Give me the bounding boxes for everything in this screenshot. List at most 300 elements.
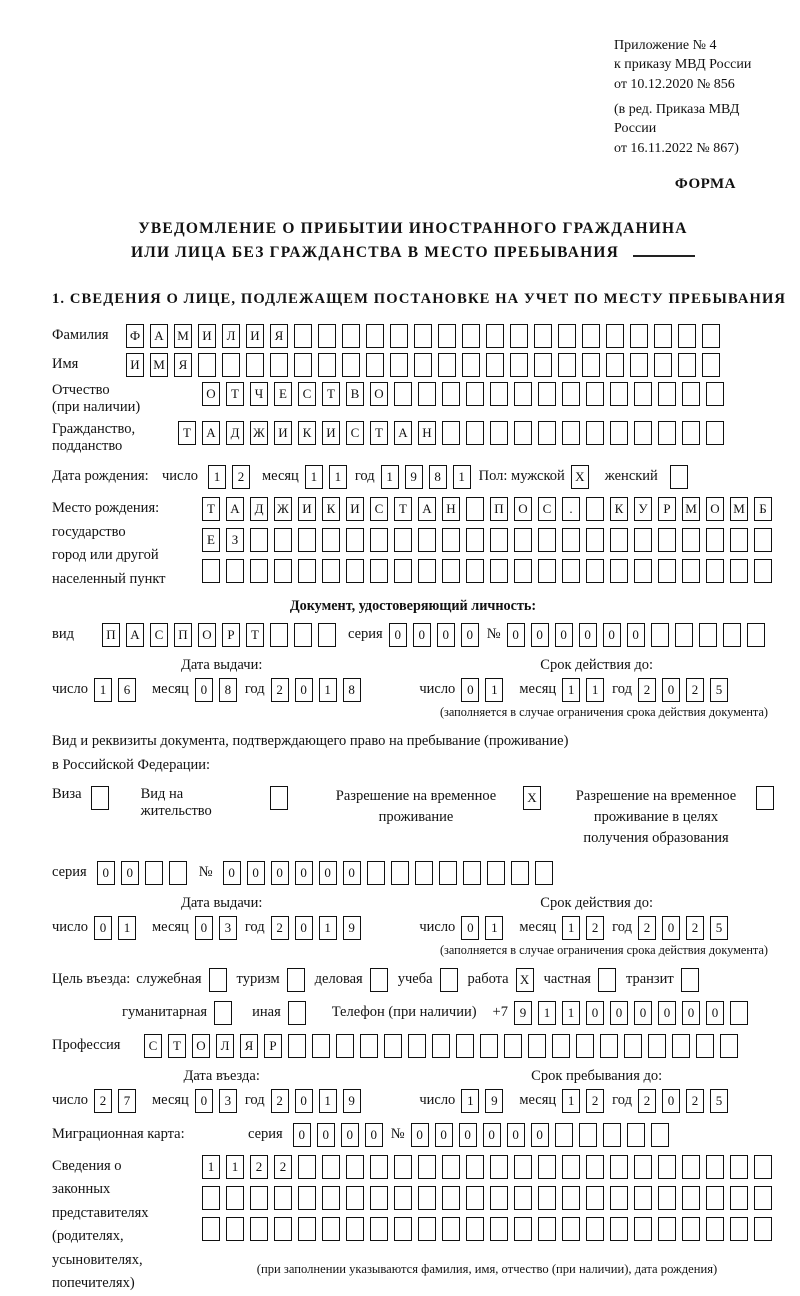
char-box[interactable] (202, 1217, 220, 1241)
char-box[interactable] (514, 382, 532, 406)
char-box[interactable] (466, 421, 484, 445)
char-box[interactable]: Е (202, 528, 220, 552)
char-box[interactable] (346, 528, 364, 552)
char-box[interactable] (274, 1217, 292, 1241)
char-box[interactable]: К (610, 497, 628, 521)
char-box[interactable]: 1 (562, 678, 580, 702)
char-box[interactable]: 0 (317, 1123, 335, 1147)
char-box[interactable]: Ж (250, 421, 268, 445)
char-box[interactable] (658, 1186, 676, 1210)
char-box[interactable]: И (126, 353, 144, 377)
char-box[interactable]: 2 (274, 1155, 292, 1179)
char-box[interactable] (654, 353, 672, 377)
char-box[interactable]: 1 (226, 1155, 244, 1179)
char-box[interactable]: Д (226, 421, 244, 445)
char-box[interactable]: 0 (610, 1001, 628, 1025)
char-box[interactable] (169, 861, 187, 885)
char-box[interactable] (391, 861, 409, 885)
char-box[interactable] (439, 861, 457, 885)
female-checkbox[interactable] (670, 465, 688, 489)
char-box[interactable] (274, 559, 292, 583)
char-box[interactable]: У (634, 497, 652, 521)
char-box[interactable]: О (514, 497, 532, 521)
char-box[interactable] (486, 353, 504, 377)
char-box[interactable] (682, 1217, 700, 1241)
char-box[interactable] (658, 1155, 676, 1179)
char-box[interactable]: 2 (250, 1155, 268, 1179)
char-box[interactable]: Р (264, 1034, 282, 1058)
char-box[interactable] (606, 324, 624, 348)
char-box[interactable] (466, 497, 484, 521)
char-box[interactable]: 0 (662, 678, 680, 702)
char-box[interactable]: И (198, 324, 216, 348)
char-box[interactable] (600, 1034, 618, 1058)
char-box[interactable] (294, 324, 312, 348)
char-box[interactable]: И (246, 324, 264, 348)
char-box[interactable]: Н (442, 497, 460, 521)
char-box[interactable] (394, 528, 412, 552)
char-box[interactable] (274, 528, 292, 552)
char-box[interactable] (658, 382, 676, 406)
char-box[interactable]: В (346, 382, 364, 406)
char-box[interactable] (730, 1217, 748, 1241)
char-box[interactable] (586, 528, 604, 552)
char-box[interactable] (438, 353, 456, 377)
char-box[interactable]: Л (222, 324, 240, 348)
char-box[interactable]: 0 (195, 1089, 213, 1113)
char-box[interactable] (250, 1217, 268, 1241)
char-box[interactable] (336, 1034, 354, 1058)
char-box[interactable]: 0 (507, 1123, 525, 1147)
char-box[interactable] (222, 353, 240, 377)
char-box[interactable]: 0 (341, 1123, 359, 1147)
char-box[interactable] (367, 861, 385, 885)
char-box[interactable] (490, 421, 508, 445)
char-box[interactable] (720, 1034, 738, 1058)
char-box[interactable]: 1 (485, 678, 503, 702)
char-box[interactable] (462, 324, 480, 348)
char-box[interactable] (486, 324, 504, 348)
char-box[interactable] (754, 1217, 772, 1241)
char-box[interactable] (576, 1034, 594, 1058)
char-box[interactable] (538, 1155, 556, 1179)
char-box[interactable]: Я (270, 324, 288, 348)
char-box[interactable] (226, 559, 244, 583)
purpose-other-checkbox[interactable] (288, 1001, 306, 1025)
char-box[interactable] (514, 421, 532, 445)
char-box[interactable]: 2 (638, 678, 656, 702)
char-box[interactable] (418, 559, 436, 583)
char-box[interactable] (562, 1186, 580, 1210)
char-box[interactable] (318, 324, 336, 348)
char-box[interactable] (562, 528, 580, 552)
char-box[interactable] (490, 528, 508, 552)
char-box[interactable] (298, 559, 316, 583)
char-box[interactable] (370, 1155, 388, 1179)
char-box[interactable]: 5 (710, 678, 728, 702)
char-box[interactable]: 5 (710, 916, 728, 940)
char-box[interactable] (466, 559, 484, 583)
char-box[interactable]: 5 (710, 1089, 728, 1113)
char-box[interactable]: 9 (343, 1089, 361, 1113)
char-box[interactable] (538, 1217, 556, 1241)
char-box[interactable]: 0 (195, 678, 213, 702)
char-box[interactable] (298, 1186, 316, 1210)
char-box[interactable] (562, 1155, 580, 1179)
char-box[interactable]: . (562, 497, 580, 521)
char-box[interactable] (624, 1034, 642, 1058)
char-box[interactable]: 1 (562, 1001, 580, 1025)
char-box[interactable]: 0 (627, 623, 645, 647)
char-box[interactable] (682, 559, 700, 583)
char-box[interactable] (678, 353, 696, 377)
char-box[interactable]: 1 (562, 1089, 580, 1113)
char-box[interactable]: 0 (461, 678, 479, 702)
char-box[interactable]: Д (250, 497, 268, 521)
char-box[interactable] (747, 623, 765, 647)
char-box[interactable] (672, 1034, 690, 1058)
char-box[interactable] (658, 421, 676, 445)
char-box[interactable] (456, 1034, 474, 1058)
char-box[interactable] (466, 382, 484, 406)
char-box[interactable]: М (174, 324, 192, 348)
char-box[interactable]: 2 (271, 1089, 289, 1113)
char-box[interactable]: 0 (507, 623, 525, 647)
char-box[interactable] (514, 559, 532, 583)
char-box[interactable] (370, 559, 388, 583)
char-box[interactable]: Р (658, 497, 676, 521)
char-box[interactable] (706, 421, 724, 445)
char-box[interactable] (582, 353, 600, 377)
char-box[interactable] (682, 1186, 700, 1210)
purpose-transit-checkbox[interactable] (681, 968, 699, 992)
temp-residence-checkbox[interactable]: X (523, 786, 541, 810)
char-box[interactable] (706, 1155, 724, 1179)
char-box[interactable] (552, 1034, 570, 1058)
char-box[interactable]: С (346, 421, 364, 445)
char-box[interactable]: И (274, 421, 292, 445)
char-box[interactable]: О (706, 497, 724, 521)
char-box[interactable] (586, 497, 604, 521)
char-box[interactable]: А (126, 623, 144, 647)
char-box[interactable] (466, 1217, 484, 1241)
char-box[interactable] (384, 1034, 402, 1058)
char-box[interactable]: 3 (219, 916, 237, 940)
char-box[interactable]: М (682, 497, 700, 521)
char-box[interactable]: О (370, 382, 388, 406)
char-box[interactable] (648, 1034, 666, 1058)
char-box[interactable] (466, 528, 484, 552)
char-box[interactable] (538, 1186, 556, 1210)
char-box[interactable]: Я (174, 353, 192, 377)
char-box[interactable] (442, 559, 460, 583)
char-box[interactable]: 1 (319, 916, 337, 940)
char-box[interactable] (634, 1155, 652, 1179)
char-box[interactable] (442, 421, 460, 445)
char-box[interactable]: 0 (247, 861, 265, 885)
char-box[interactable] (418, 382, 436, 406)
char-box[interactable] (634, 382, 652, 406)
char-box[interactable]: 0 (319, 861, 337, 885)
char-box[interactable] (318, 623, 336, 647)
char-box[interactable]: 0 (121, 861, 139, 885)
char-box[interactable] (294, 353, 312, 377)
char-box[interactable] (202, 1186, 220, 1210)
char-box[interactable] (462, 353, 480, 377)
purpose-humanitarian-checkbox[interactable] (214, 1001, 232, 1025)
char-box[interactable] (510, 324, 528, 348)
char-box[interactable] (504, 1034, 522, 1058)
char-box[interactable]: А (202, 421, 220, 445)
char-box[interactable]: Т (322, 382, 340, 406)
char-box[interactable]: 0 (271, 861, 289, 885)
char-box[interactable]: 0 (365, 1123, 383, 1147)
char-box[interactable]: Я (240, 1034, 258, 1058)
char-box[interactable]: 0 (461, 623, 479, 647)
char-box[interactable]: Б (754, 497, 772, 521)
char-box[interactable]: К (322, 497, 340, 521)
char-box[interactable] (298, 1155, 316, 1179)
char-box[interactable] (414, 324, 432, 348)
char-box[interactable] (682, 528, 700, 552)
char-box[interactable]: 2 (94, 1089, 112, 1113)
char-box[interactable] (250, 1186, 268, 1210)
char-box[interactable]: 0 (435, 1123, 453, 1147)
char-box[interactable] (651, 1123, 669, 1147)
char-box[interactable] (658, 559, 676, 583)
char-box[interactable]: 0 (389, 623, 407, 647)
char-box[interactable] (634, 528, 652, 552)
char-box[interactable]: А (150, 324, 168, 348)
char-box[interactable] (535, 861, 553, 885)
char-box[interactable] (370, 1186, 388, 1210)
char-box[interactable]: 2 (686, 1089, 704, 1113)
residence-permit-checkbox[interactable] (270, 786, 288, 810)
char-box[interactable]: 0 (223, 861, 241, 885)
char-box[interactable] (634, 421, 652, 445)
char-box[interactable]: 0 (343, 861, 361, 885)
char-box[interactable] (606, 353, 624, 377)
char-box[interactable]: 2 (271, 678, 289, 702)
purpose-study-checkbox[interactable] (440, 968, 458, 992)
char-box[interactable]: 9 (405, 465, 423, 489)
char-box[interactable]: 1 (329, 465, 347, 489)
char-box[interactable] (730, 528, 748, 552)
char-box[interactable] (490, 1186, 508, 1210)
char-box[interactable]: 9 (343, 916, 361, 940)
char-box[interactable]: С (298, 382, 316, 406)
char-box[interactable] (394, 1186, 412, 1210)
char-box[interactable] (514, 1217, 532, 1241)
char-box[interactable] (490, 1217, 508, 1241)
char-box[interactable] (730, 1186, 748, 1210)
char-box[interactable] (226, 1217, 244, 1241)
char-box[interactable] (538, 382, 556, 406)
char-box[interactable]: 0 (413, 623, 431, 647)
char-box[interactable] (706, 382, 724, 406)
char-box[interactable] (490, 559, 508, 583)
char-box[interactable] (630, 353, 648, 377)
char-box[interactable] (562, 1217, 580, 1241)
char-box[interactable]: 1 (305, 465, 323, 489)
char-box[interactable]: П (490, 497, 508, 521)
char-box[interactable]: А (418, 497, 436, 521)
char-box[interactable]: 0 (662, 916, 680, 940)
char-box[interactable] (250, 528, 268, 552)
char-box[interactable] (706, 559, 724, 583)
char-box[interactable]: М (730, 497, 748, 521)
char-box[interactable] (298, 1217, 316, 1241)
char-box[interactable] (514, 1186, 532, 1210)
char-box[interactable] (511, 861, 529, 885)
char-box[interactable] (754, 528, 772, 552)
char-box[interactable]: 8 (429, 465, 447, 489)
char-box[interactable]: 0 (293, 1123, 311, 1147)
char-box[interactable] (634, 559, 652, 583)
char-box[interactable] (586, 1186, 604, 1210)
char-box[interactable]: С (370, 497, 388, 521)
char-box[interactable] (322, 528, 340, 552)
char-box[interactable] (463, 861, 481, 885)
char-box[interactable] (370, 528, 388, 552)
char-box[interactable] (528, 1034, 546, 1058)
char-box[interactable] (651, 623, 669, 647)
char-box[interactable] (754, 1155, 772, 1179)
char-box[interactable] (610, 528, 628, 552)
char-box[interactable] (582, 324, 600, 348)
char-box[interactable]: А (226, 497, 244, 521)
char-box[interactable] (610, 1155, 628, 1179)
char-box[interactable] (603, 1123, 621, 1147)
char-box[interactable]: Ж (274, 497, 292, 521)
char-box[interactable] (298, 528, 316, 552)
char-box[interactable]: 1 (118, 916, 136, 940)
char-box[interactable]: Е (274, 382, 292, 406)
char-box[interactable] (390, 353, 408, 377)
char-box[interactable]: 0 (295, 916, 313, 940)
char-box[interactable]: 0 (411, 1123, 429, 1147)
char-box[interactable] (610, 1217, 628, 1241)
char-box[interactable] (510, 353, 528, 377)
char-box[interactable] (490, 1155, 508, 1179)
char-box[interactable]: 6 (118, 678, 136, 702)
char-box[interactable]: 0 (662, 1089, 680, 1113)
char-box[interactable]: М (150, 353, 168, 377)
char-box[interactable]: О (202, 382, 220, 406)
char-box[interactable]: С (538, 497, 556, 521)
char-box[interactable] (432, 1034, 450, 1058)
char-box[interactable]: 1 (485, 916, 503, 940)
char-box[interactable] (682, 421, 700, 445)
char-box[interactable] (318, 353, 336, 377)
char-box[interactable]: И (346, 497, 364, 521)
char-box[interactable]: 1 (586, 678, 604, 702)
char-box[interactable] (610, 421, 628, 445)
char-box[interactable]: 1 (453, 465, 471, 489)
char-box[interactable] (634, 1217, 652, 1241)
char-box[interactable] (418, 1186, 436, 1210)
char-box[interactable] (730, 1155, 748, 1179)
char-box[interactable] (514, 528, 532, 552)
char-box[interactable] (442, 1155, 460, 1179)
char-box[interactable]: 1 (94, 678, 112, 702)
char-box[interactable] (390, 324, 408, 348)
char-box[interactable]: 7 (118, 1089, 136, 1113)
char-box[interactable] (490, 382, 508, 406)
char-box[interactable] (226, 1186, 244, 1210)
char-box[interactable]: Т (202, 497, 220, 521)
char-box[interactable] (360, 1034, 378, 1058)
char-box[interactable]: Т (370, 421, 388, 445)
char-box[interactable]: Н (418, 421, 436, 445)
char-box[interactable] (466, 1155, 484, 1179)
char-box[interactable]: О (192, 1034, 210, 1058)
char-box[interactable] (342, 353, 360, 377)
char-box[interactable] (627, 1123, 645, 1147)
char-box[interactable] (586, 421, 604, 445)
char-box[interactable] (366, 353, 384, 377)
char-box[interactable] (346, 1186, 364, 1210)
char-box[interactable] (346, 559, 364, 583)
char-box[interactable] (702, 324, 720, 348)
char-box[interactable] (658, 528, 676, 552)
char-box[interactable]: 0 (634, 1001, 652, 1025)
char-box[interactable] (294, 623, 312, 647)
char-box[interactable]: И (298, 497, 316, 521)
char-box[interactable] (610, 559, 628, 583)
char-box[interactable]: 9 (514, 1001, 532, 1025)
char-box[interactable] (754, 559, 772, 583)
char-box[interactable]: С (144, 1034, 162, 1058)
char-box[interactable]: 9 (485, 1089, 503, 1113)
char-box[interactable] (250, 559, 268, 583)
char-box[interactable]: 1 (208, 465, 226, 489)
char-box[interactable]: 0 (295, 678, 313, 702)
char-box[interactable] (699, 623, 717, 647)
purpose-tourism-checkbox[interactable] (287, 968, 305, 992)
char-box[interactable] (562, 559, 580, 583)
char-box[interactable] (654, 324, 672, 348)
char-box[interactable] (442, 1217, 460, 1241)
char-box[interactable]: 0 (555, 623, 573, 647)
char-box[interactable] (466, 1186, 484, 1210)
char-box[interactable]: 0 (97, 861, 115, 885)
char-box[interactable] (322, 1155, 340, 1179)
char-box[interactable]: 0 (706, 1001, 724, 1025)
char-box[interactable] (706, 528, 724, 552)
char-box[interactable]: 1 (202, 1155, 220, 1179)
char-box[interactable]: Т (178, 421, 196, 445)
char-box[interactable] (414, 353, 432, 377)
char-box[interactable] (270, 353, 288, 377)
char-box[interactable]: 0 (682, 1001, 700, 1025)
char-box[interactable] (678, 324, 696, 348)
char-box[interactable] (415, 861, 433, 885)
char-box[interactable] (630, 324, 648, 348)
char-box[interactable]: 0 (603, 623, 621, 647)
char-box[interactable]: 0 (483, 1123, 501, 1147)
char-box[interactable] (538, 528, 556, 552)
char-box[interactable]: 1 (319, 1089, 337, 1113)
char-box[interactable]: 2 (586, 1089, 604, 1113)
char-box[interactable]: 0 (461, 916, 479, 940)
char-box[interactable] (145, 861, 163, 885)
char-box[interactable] (346, 1217, 364, 1241)
char-box[interactable]: А (394, 421, 412, 445)
char-box[interactable] (558, 324, 576, 348)
char-box[interactable]: 0 (531, 1123, 549, 1147)
char-box[interactable]: 2 (638, 1089, 656, 1113)
